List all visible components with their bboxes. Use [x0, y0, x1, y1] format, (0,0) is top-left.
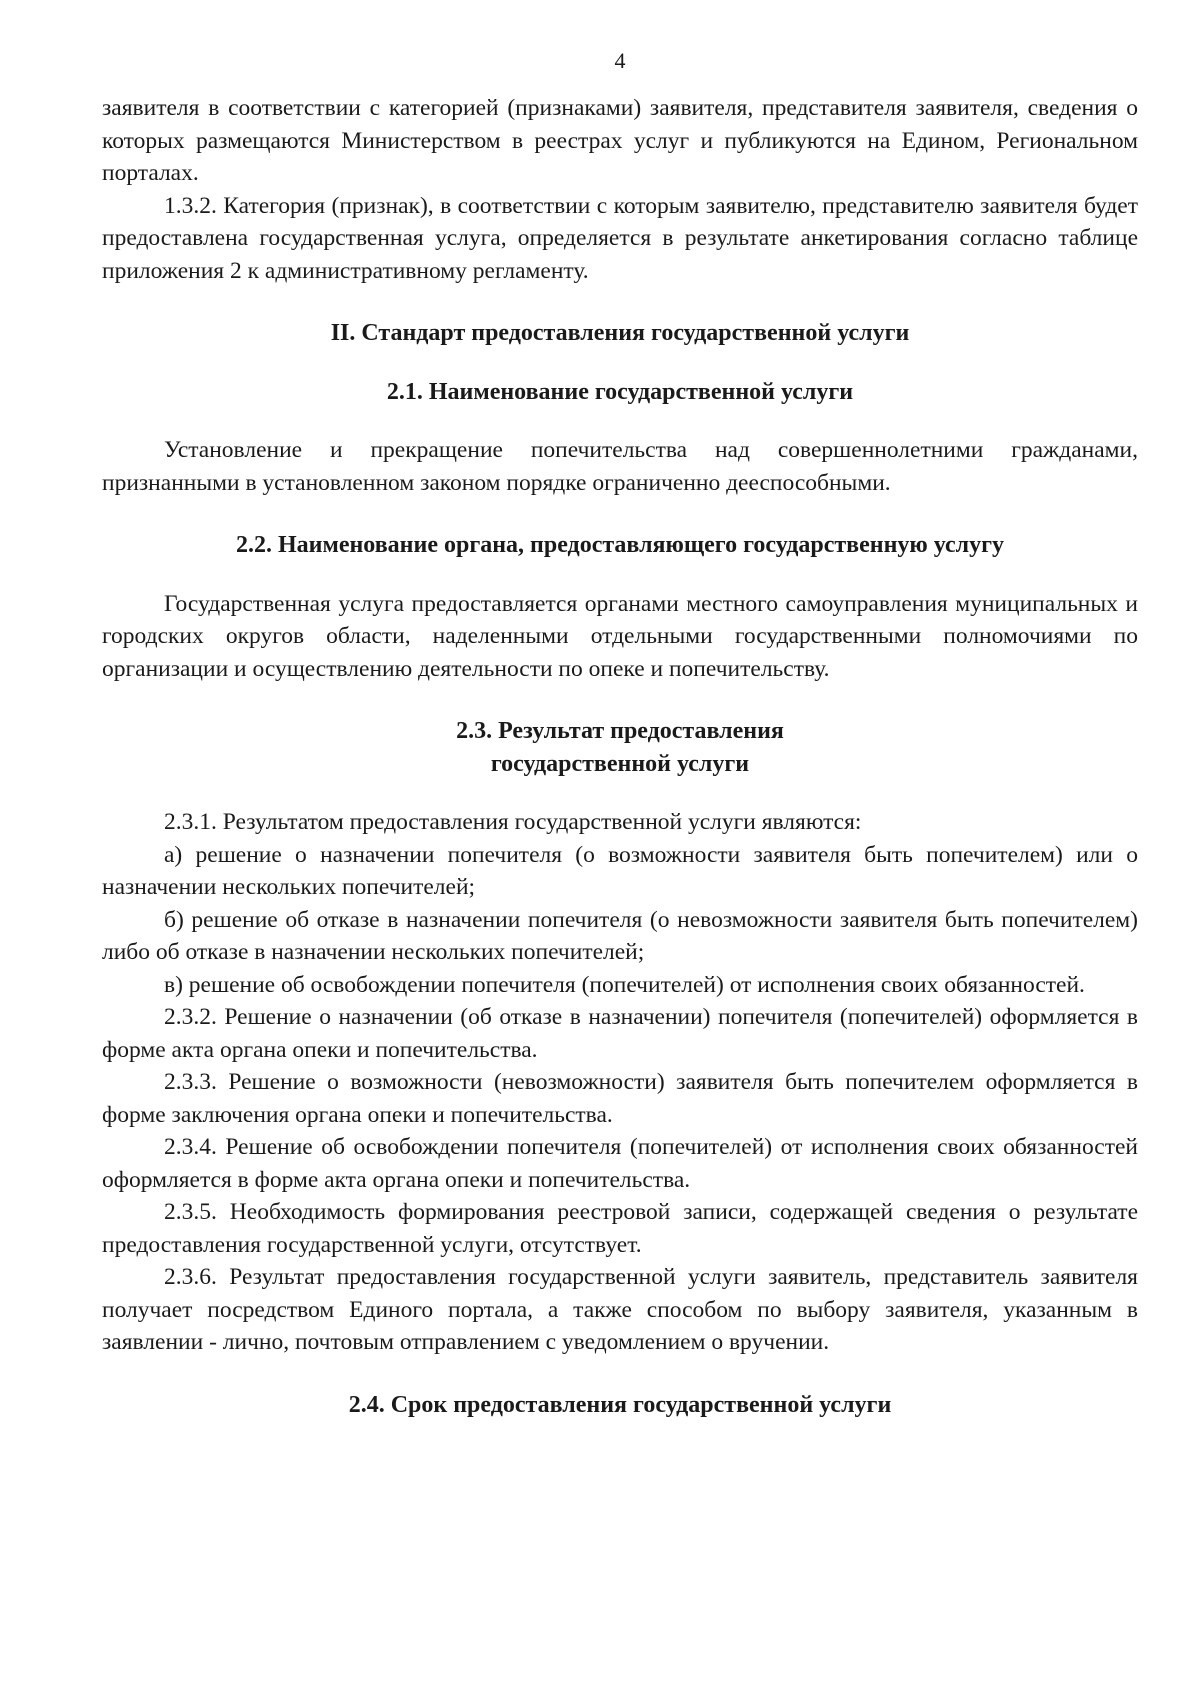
paragraph-2-1: Установление и прекращение попечительства над совершеннолетними гражданами, признанными в установленном законом порядке ограниченно дееспособными. [102, 437, 1138, 496]
paragraph-2-3-5: 2.3.5. Необходимость формирования реестровой записи, содержащей сведения о результате предоставления государственной услуги, отсутствует. [102, 1199, 1138, 1258]
heading-2-3-line2: государственной услуги [490, 750, 750, 777]
paragraph-2-3-3: 2.3.3. Решение о возможности (невозможности) заявителя быть попечителем оформляется в форме заключения органа опеки и попечительства. [102, 1069, 1138, 1128]
heading-2-4: 2.4. Срок предоставления государственной услуги [348, 1391, 892, 1418]
paragraph-2-3-1: 2.3.1. Результатом предоставления государственной услуги являются: [164, 809, 862, 835]
paragraph-2-2: Государственная услуга предоставляется органами местного самоуправления муниципальных и городских округов области, наделенными отдельными государственными полномочиями по организации и осуществлению деятельности по опеке и попечительству. [102, 590, 1138, 682]
paragraph-1-3-2: 1.3.2. Категория (признак), в соответствии с которым заявителю, представителю заявителя будет предоставлена государственная услуга, определяется в результате анкетирования согласно таблице приложения 2 к административному регламенту. [102, 192, 1138, 284]
section-2-title: II. Стандарт предоставления государственной услуги [330, 320, 910, 346]
list-item-b: б) решение об отказе в назначении попечителя (о невозможности заявителя быть попечителем) либо об отказе в назначении нескольких попечителей; [102, 906, 1138, 965]
paragraph-2-3-6: 2.3.6. Результат предоставления государственной услуги заявитель, представитель заявителя получает посредством Единого портала, а также способом по выбору заявителя, указанным в заявлении - лично, почтовым отправлением с уведомлением о вручении. [102, 1264, 1138, 1355]
list-item-v: в) решение об освобождении попечителя (попечителей) от исполнения своих обязанностей. [164, 971, 1085, 998]
document-body [102, 92, 1138, 1421]
list-item-a: а) решение о назначении попечителя (о возможности заявителя быть попечителем) или о назначении нескольких попечителей; [102, 841, 1138, 900]
heading-2-2: 2.2. Наименование органа, предоставляющего государственную услугу [235, 532, 1005, 558]
heading-2-3-line1: 2.3. Результат предоставления [456, 718, 784, 744]
paragraph-continuation: заявителя в соответствии с категорией (признаками) заявителя, представителя заявителя, сведения о которых размещаются Министерством в реестрах услуг и публикуются на Едином, Региональном порталах. [102, 95, 1138, 186]
paragraph-2-3-4: 2.3.4. Решение об освобождении попечителя (попечителей) от исполнения своих обязанностей оформляется в форме акта органа опеки и попечительства. [102, 1134, 1138, 1193]
page-number: 4 [614, 48, 626, 73]
paragraph-2-3-2: 2.3.2. Решение о назначении (об отказе в назначении) попечителя (попечителей) оформляется в форме акта органа опеки и попечительства. [102, 1004, 1138, 1063]
heading-2-1: 2.1. Наименование государственной услуги [386, 378, 854, 405]
